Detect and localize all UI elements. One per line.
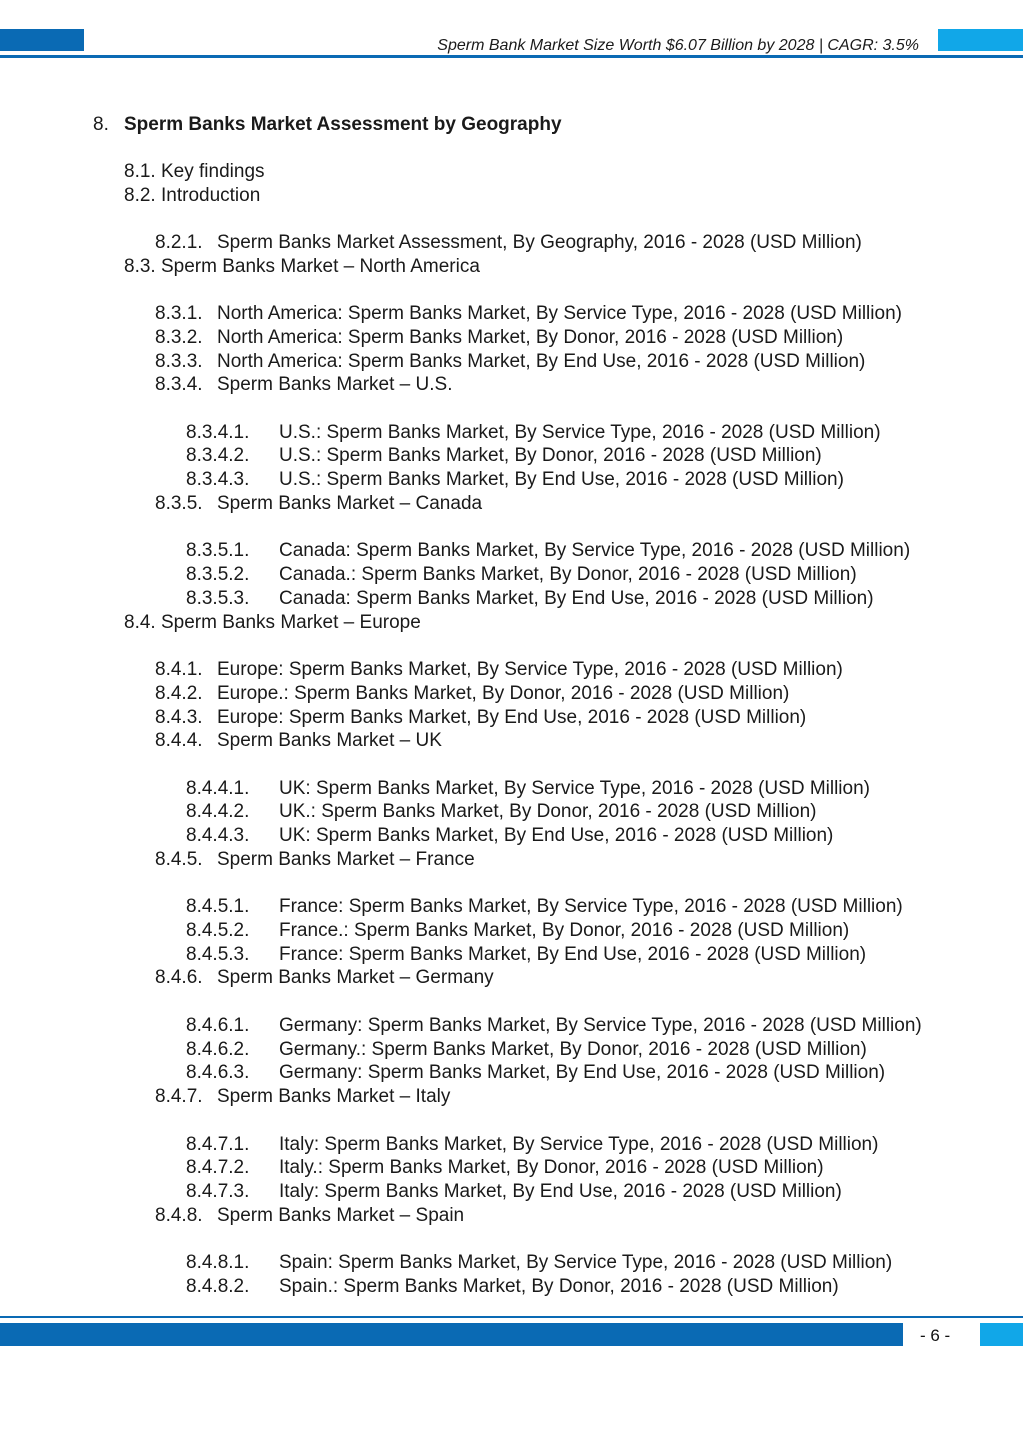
toc-entry [155, 493, 482, 515]
toc-entry-title: France: Sperm Banks Market, By End Use, 2016 - 2028 (USD Million) [279, 944, 867, 965]
toc-entry [155, 707, 806, 729]
toc-entry-number: 8.3.5.1. [186, 540, 250, 561]
footer-accent-block-right [980, 1323, 1023, 1346]
toc-entry-number: 8.4.2. [155, 683, 203, 704]
section-number: 8. [93, 114, 109, 135]
toc-entry-number: 8.4.4.1. [186, 778, 250, 799]
toc-entry [186, 540, 910, 562]
toc-entry [186, 825, 833, 847]
toc-entry-number: 8.3.4.2. [186, 445, 250, 466]
toc-entry [155, 232, 862, 254]
page-number: - 6 - [920, 1326, 951, 1345]
header-accent-block-right [938, 29, 1023, 51]
toc-entry-number: 8.4.4.3. [186, 825, 250, 846]
toc-entry-number: 8.3.5.2. [186, 564, 250, 585]
toc-entry [155, 351, 865, 373]
toc-entry-title: U.S.: Sperm Banks Market, By End Use, 2016 - 2028 (USD Million) [279, 469, 844, 490]
toc-entry [124, 256, 480, 278]
toc-entry-title: Sperm Banks Market Assessment, By Geography, 2016 - 2028 (USD Million) [217, 232, 862, 253]
toc-entry-title: U.S.: Sperm Banks Market, By Donor, 2016 - 2028 (USD Million) [279, 445, 822, 466]
toc-entry-number: 8.4.3. [155, 707, 203, 728]
toc-entry [155, 374, 452, 396]
footer-rule [0, 1316, 1023, 1318]
toc-entry-number: 8.4.8.2. [186, 1276, 250, 1297]
toc-entry [186, 1157, 824, 1179]
toc-entry-number: 8.1. [124, 161, 156, 182]
toc-entry-title: Sperm Banks Market – North America [161, 256, 480, 277]
toc-entry-number: 8.4.6.3. [186, 1062, 250, 1083]
toc-entry-title: Canada: Sperm Banks Market, By End Use, 2016 - 2028 (USD Million) [279, 588, 874, 609]
toc-entry-title: Spain.: Sperm Banks Market, By Donor, 2016 - 2028 (USD Million) [279, 1276, 839, 1297]
toc-entry-title: Canada.: Sperm Banks Market, By Donor, 2016 - 2028 (USD Million) [279, 564, 857, 585]
toc-entry-title: U.S.: Sperm Banks Market, By Service Type, 2016 - 2028 (USD Million) [279, 422, 881, 443]
toc-entry-title: Europe.: Sperm Banks Market, By Donor, 2016 - 2028 (USD Million) [217, 683, 790, 704]
toc-entry-number: 8.3.2. [155, 327, 203, 348]
toc-entry [186, 564, 857, 586]
toc-entry-title: Sperm Banks Market – France [217, 849, 475, 870]
footer-bar [0, 1323, 903, 1346]
toc-entry [186, 1062, 885, 1084]
toc-entry-title: Sperm Banks Market – Spain [217, 1205, 465, 1226]
toc-entry-title: Sperm Banks Market – Germany [217, 967, 494, 988]
toc-entry-number: 8.2.1. [155, 232, 203, 253]
toc-entry [186, 944, 866, 966]
toc-entry-number: 8.4.7.3. [186, 1181, 250, 1202]
toc-entry-number: 8.3.4.1. [186, 422, 250, 443]
toc-entry [155, 327, 843, 349]
toc-entry [124, 612, 421, 634]
toc-entry [155, 1205, 464, 1227]
toc-entry-number: 8.4.8. [155, 1205, 203, 1226]
toc-entry-title: Canada: Sperm Banks Market, By Service Type, 2016 - 2028 (USD Million) [279, 540, 911, 561]
toc-entry-title: Europe: Sperm Banks Market, By End Use, 2016 - 2028 (USD Million) [217, 707, 807, 728]
toc-entry-title: France: Sperm Banks Market, By Service Type, 2016 - 2028 (USD Million) [279, 896, 903, 917]
toc-entry-number: 8.3.5.3. [186, 588, 250, 609]
toc-entry [186, 801, 816, 823]
toc-entry [186, 469, 844, 491]
toc-entry [155, 849, 475, 871]
toc-entry-number: 8.4.6.1. [186, 1015, 250, 1036]
toc-entry-title: Sperm Banks Market – U.S. [217, 374, 453, 395]
toc-entry [155, 730, 442, 752]
toc-entry-title: Germany.: Sperm Banks Market, By Donor, 2016 - 2028 (USD Million) [279, 1039, 867, 1060]
toc-entry-title: France.: Sperm Banks Market, By Donor, 2016 - 2028 (USD Million) [279, 920, 850, 941]
toc-entry-title: North America: Sperm Banks Market, By Service Type, 2016 - 2028 (USD Million) [217, 303, 902, 324]
toc-entry [186, 1276, 839, 1298]
toc-entry [124, 185, 260, 207]
toc-entry-title: UK: Sperm Banks Market, By End Use, 2016 - 2028 (USD Million) [279, 825, 834, 846]
toc-entry-number: 8.3. [124, 256, 156, 277]
toc-entry-number: 8.4.7.1. [186, 1134, 250, 1155]
toc-entry [186, 778, 870, 800]
toc-entry-number: 8.4.6. [155, 967, 203, 988]
toc-entry-title: Introduction [161, 185, 261, 206]
toc-entry-number: 8.4.1. [155, 659, 203, 680]
toc-entry [155, 683, 789, 705]
toc-entry-number: 8.2. [124, 185, 156, 206]
toc-entry-title: Sperm Banks Market – Canada [217, 493, 483, 514]
toc-entry-number: 8.4.6.2. [186, 1039, 250, 1060]
toc-entry-number: 8.4.7. [155, 1086, 203, 1107]
toc-entry [186, 896, 903, 918]
toc-entry-number: 8.4.8.1. [186, 1252, 250, 1273]
toc-entry [155, 967, 494, 989]
toc-entry-number: 8.4.4.2. [186, 801, 250, 822]
toc-entry-title: Sperm Banks Market – UK [217, 730, 442, 751]
section-title: Sperm Banks Market Assessment by Geography [124, 114, 562, 135]
toc-entry-number: 8.4. [124, 612, 156, 633]
toc-entry-number: 8.4.4. [155, 730, 203, 751]
toc-entry [186, 422, 881, 444]
toc-entry-title: Sperm Banks Market – Europe [161, 612, 421, 633]
toc-entry-title: Sperm Banks Market – Italy [217, 1086, 451, 1107]
toc-entry [186, 588, 874, 610]
toc-entry-title: Key findings [161, 161, 265, 182]
toc-entry-number: 8.4.5. [155, 849, 203, 870]
toc-entry-number: 8.3.3. [155, 351, 203, 372]
header-accent-block-left [0, 29, 84, 51]
toc-entry-title: Italy: Sperm Banks Market, By Service Type, 2016 - 2028 (USD Million) [279, 1134, 879, 1155]
toc-entry [186, 1134, 878, 1156]
toc-entry-title: Europe: Sperm Banks Market, By Service Type, 2016 - 2028 (USD Million) [217, 659, 843, 680]
section-heading [93, 114, 562, 136]
toc-entry-number: 8.4.7.2. [186, 1157, 250, 1178]
toc-entry-title: Spain: Sperm Banks Market, By Service Type, 2016 - 2028 (USD Million) [279, 1252, 893, 1273]
toc-entry-number: 8.3.5. [155, 493, 203, 514]
toc-entry-title: North America: Sperm Banks Market, By Donor, 2016 - 2028 (USD Million) [217, 327, 844, 348]
toc-entry-number: 8.4.5.2. [186, 920, 250, 941]
toc-entry-number: 8.3.4.3. [186, 469, 250, 490]
toc-entry [186, 1015, 922, 1037]
toc-entry-title: Germany: Sperm Banks Market, By Service Type, 2016 - 2028 (USD Million) [279, 1015, 922, 1036]
toc-entry-title: UK: Sperm Banks Market, By Service Type, 2016 - 2028 (USD Million) [279, 778, 870, 799]
toc-entry-number: 8.4.5.1. [186, 896, 250, 917]
toc-entry [155, 303, 902, 325]
toc-entry-title: Italy: Sperm Banks Market, By End Use, 2016 - 2028 (USD Million) [279, 1181, 842, 1202]
toc-entry-title: Germany: Sperm Banks Market, By End Use, 2016 - 2028 (USD Million) [279, 1062, 886, 1083]
header-rule [0, 55, 1023, 58]
toc-entry [186, 1252, 892, 1274]
toc-entry-title: North America: Sperm Banks Market, By End Use, 2016 - 2028 (USD Million) [217, 351, 866, 372]
toc-entry [186, 445, 822, 467]
toc-entry-title: UK.: Sperm Banks Market, By Donor, 2016 - 2028 (USD Million) [279, 801, 817, 822]
toc-entry-title: Italy.: Sperm Banks Market, By Donor, 2016 - 2028 (USD Million) [279, 1157, 824, 1178]
toc-entry [186, 1181, 842, 1203]
toc-entry-number: 8.3.4. [155, 374, 203, 395]
toc-entry [124, 161, 265, 183]
toc-entry-number: 8.3.1. [155, 303, 203, 324]
header-title: Sperm Bank Market Size Worth $6.07 Billion by 2028 | CAGR: 3.5% [437, 37, 919, 54]
toc-entry [186, 920, 849, 942]
toc-entry-number: 8.4.5.3. [186, 944, 250, 965]
toc-entry [155, 1086, 450, 1108]
toc-entry [186, 1039, 867, 1061]
toc-entry [155, 659, 843, 681]
